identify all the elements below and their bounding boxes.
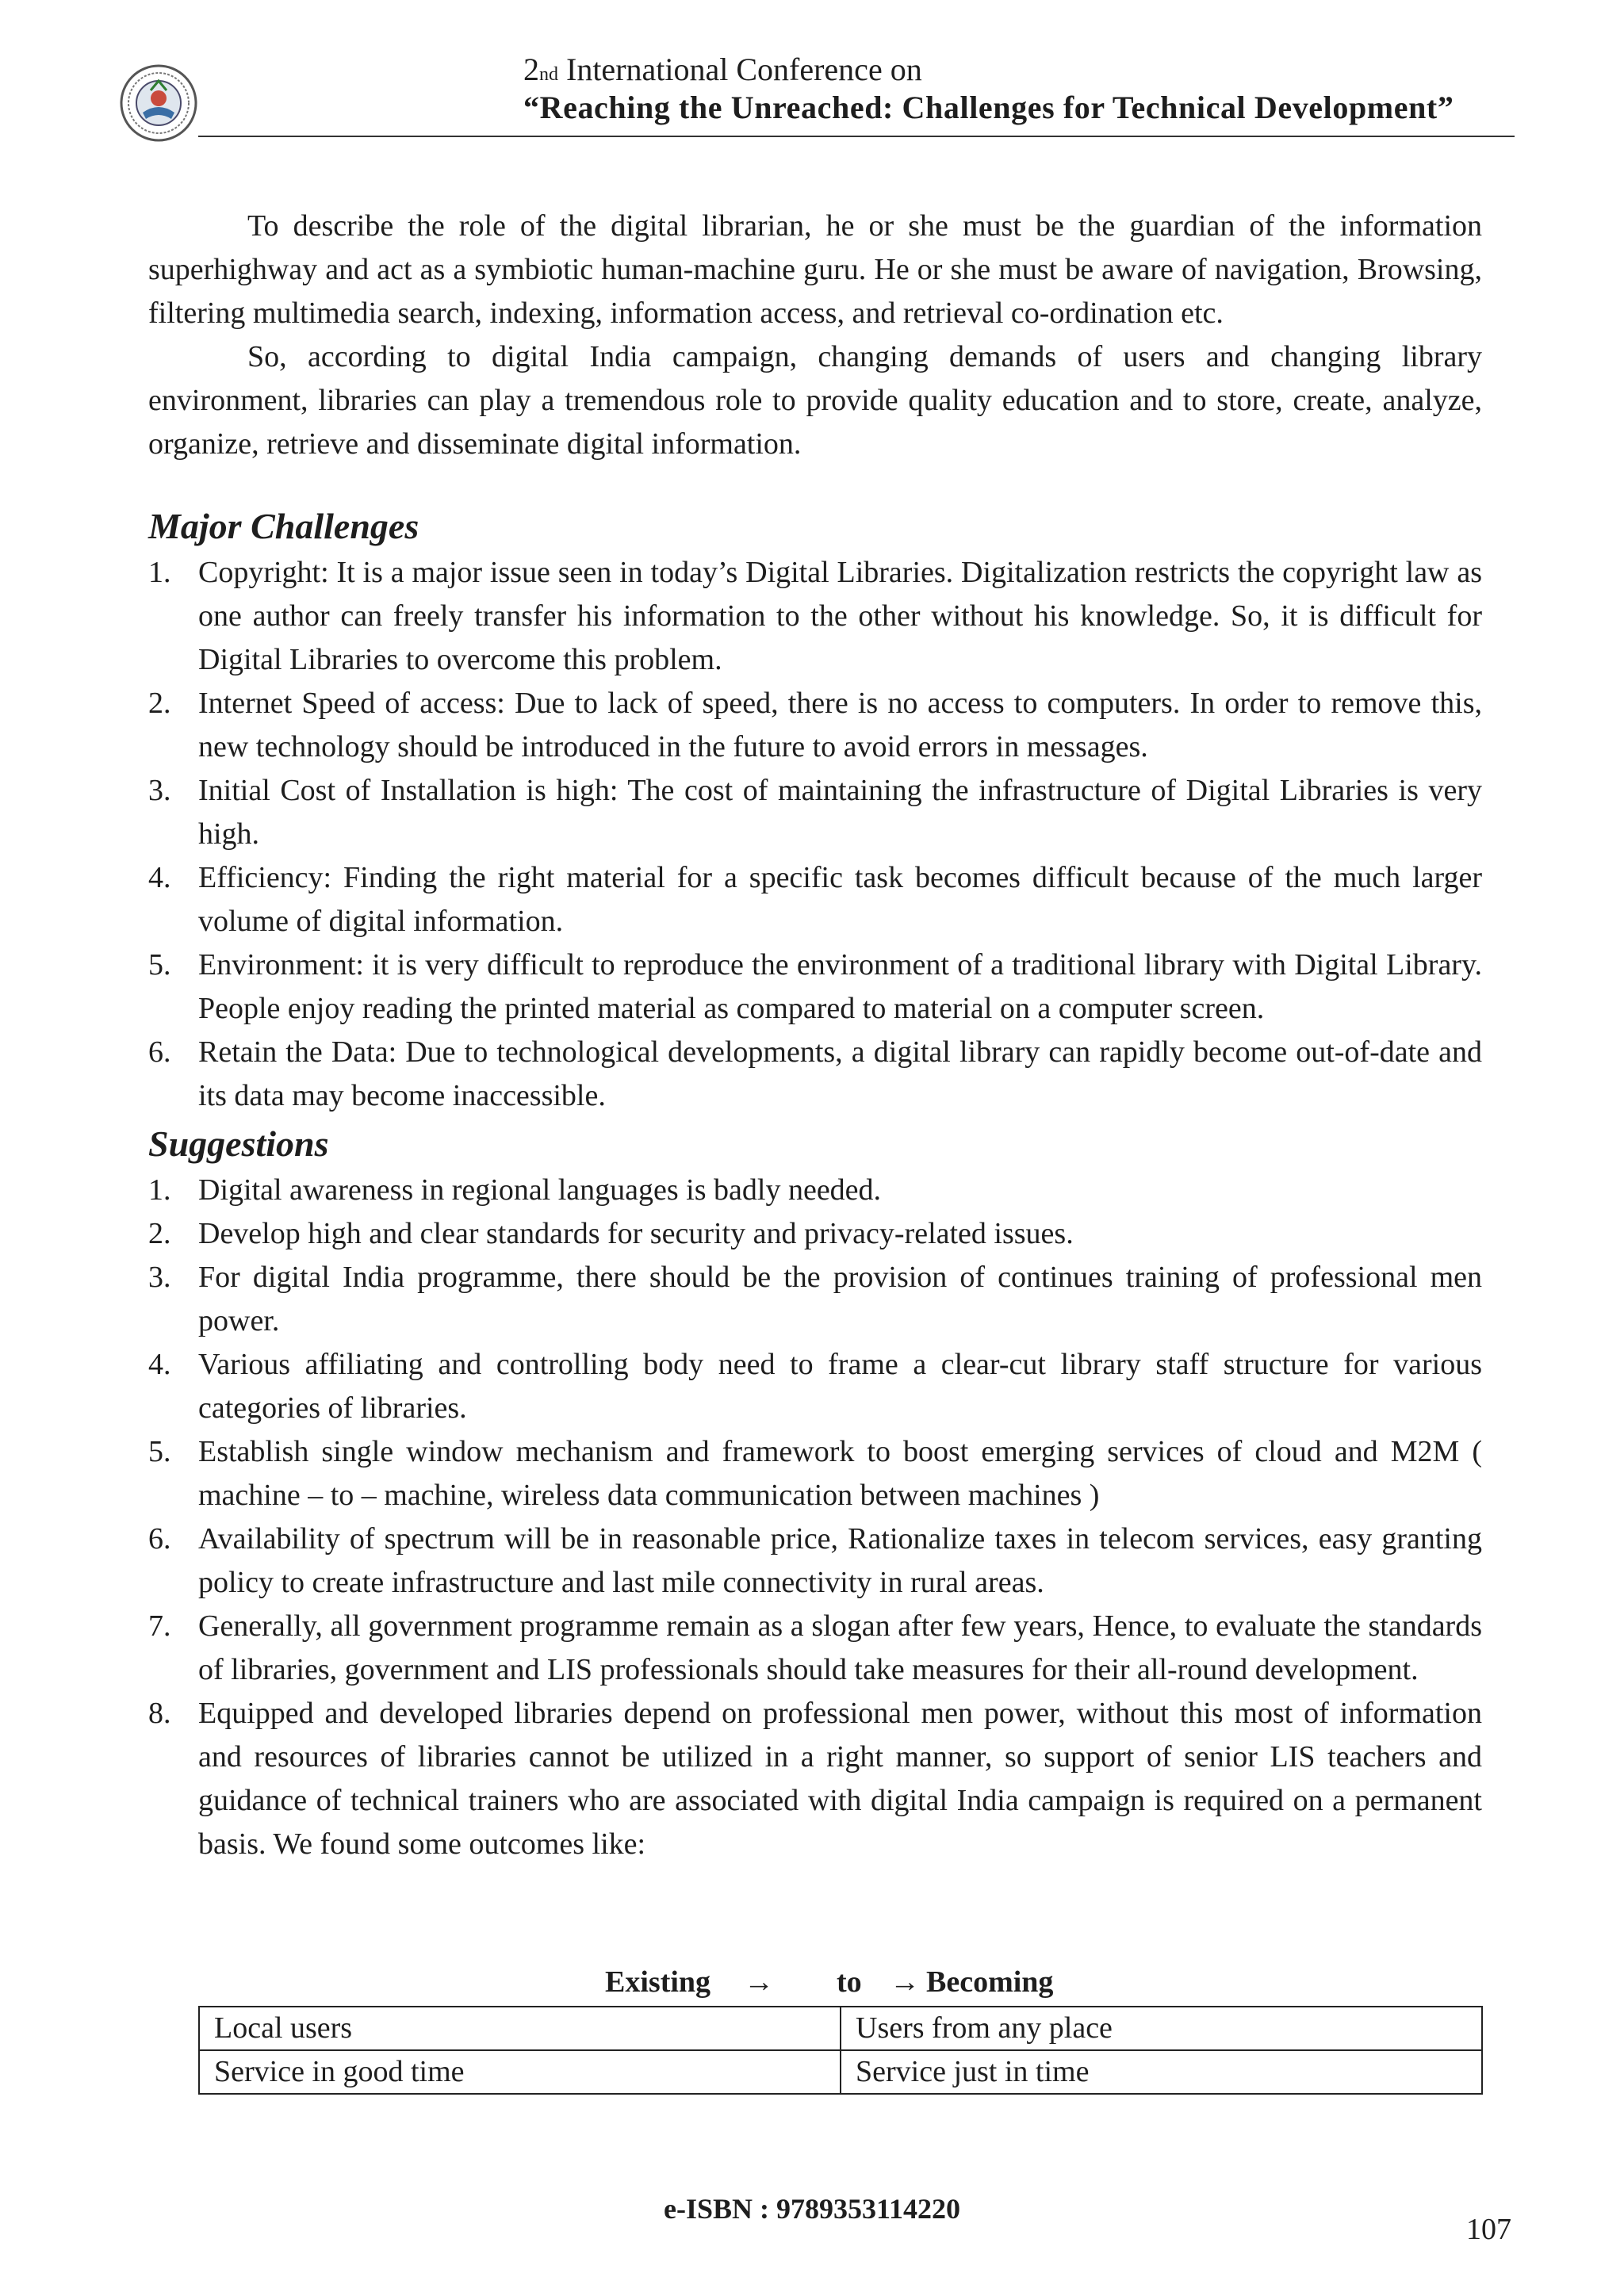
challenges-list (148, 551, 1482, 1118)
conference-logo-icon (119, 63, 198, 143)
intro-paragraph-1: To describe the role of the digital librarian, he or she must be the guardian of the information superhighway and act as a symbiotic human-machine guru. He or she must be aware of navigation, Browsing, filtering multimedia search, indexing, information access, and retrieval co-ordination etc. (148, 209, 1482, 330)
outcomes-table-block (198, 1965, 1483, 2095)
header-divider (198, 136, 1515, 137)
table-cell-becoming: Service just in time (841, 2050, 1482, 2094)
list-item: 2. Develop high and clear standards for security and privacy-related issues. (148, 1217, 1074, 1250)
outcomes-table-caption (198, 1965, 1483, 2006)
list-item: 4. Efficiency: Finding the right material for a specific task becomes difficult because of the much larger volume of digital information. (148, 861, 1482, 938)
list-item: 6. Availability of spectrum will be in reasonable price, Rationalize taxes in telecom services, easy granting policy to create infrastructure and last mile connectivity in rural areas. (148, 1522, 1482, 1599)
list-item: 3. Initial Cost of Installation is high: The cost of maintaining the infrastructure of Digital Libraries is very high. (148, 774, 1482, 851)
caption-becoming: Becoming (926, 1965, 1054, 1999)
list-item: 5. Environment: it is very difficult to reproduce the environment of a traditional library with Digital Library. People enjoy reading the printed material as compared to material on a computer screen. (148, 948, 1482, 1025)
caption-existing: Existing (605, 1965, 711, 1999)
list-item: 2. Internet Speed of access: Due to lack of speed, there is no access to computers. In order to remove this, new technology should be introduced in the future to avoid errors in messages. (148, 687, 1482, 763)
list-item: 3. For digital India programme, there should be the provision of continues training of professional men power. (148, 1261, 1482, 1337)
conference-title-line1: 2nd International Conference on (523, 52, 922, 87)
table-cell-becoming: Users from any place (841, 2007, 1482, 2050)
list-item: 6. Retain the Data: Due to technological developments, a digital library can rapidly become out-of-date and its data may become inaccessible. (148, 1035, 1482, 1112)
list-item: 5. Establish single window mechanism and framework to boost emerging services of cloud and M2M ( machine – to – machine, wireless data communication between machines ) (148, 1435, 1482, 1512)
right-arrow-icon: → (744, 1965, 774, 1999)
table-row (199, 2007, 1482, 2050)
right-arrow-icon: → (890, 1965, 920, 1999)
page-number: 107 (1466, 2213, 1511, 2246)
page-body (148, 205, 1482, 1866)
suggestions-list (148, 1169, 1482, 1866)
caption-to: to (837, 1965, 862, 1999)
conference-theme: “Reaching the Unreached: Challenges for Technical Development” (523, 90, 1454, 125)
table-cell-existing: Service in good time (199, 2050, 841, 2094)
suggestions-heading: Suggestions (148, 1123, 329, 1164)
list-item: 7. Generally, all government programme remain as a slogan after few years, Hence, to evaluate the standards of libraries, government and LIS professionals should take measures for their all-round development. (148, 1609, 1482, 1686)
page-header (119, 48, 1515, 139)
table-cell-existing: Local users (199, 2007, 841, 2050)
list-item: 4. Various affiliating and controlling body need to frame a clear-cut library staff structure for various categories of libraries. (148, 1348, 1482, 1425)
intro-paragraph-2: So, according to digital India campaign, changing demands of users and changing library environment, libraries can play a tremendous role to provide quality education and to store, create, analyze, organize, retrieve and disseminate digital information. (148, 340, 1482, 461)
list-item: 1. Copyright: It is a major issue seen in today’s Digital Libraries. Digitalization restricts the copyright law as one author can freely transfer his information to the other without his knowledge. So, it is difficult for Digital Libraries to overcome this problem. (148, 556, 1482, 676)
footer-isbn: e-ISBN : 9789353114220 (663, 2193, 960, 2225)
list-item: 1. Digital awareness in regional languages is badly needed. (148, 1173, 882, 1207)
table-row (199, 2050, 1482, 2094)
outcomes-table (198, 2006, 1483, 2095)
major-challenges-heading: Major Challenges (148, 506, 419, 546)
list-item: 8. Equipped and developed libraries depend on professional men power, without this most of information and resources of libraries cannot be utilized in a right manner, so support of senior LIS teachers and guidance of technical trainers who are associated with digital India campaign is required on a permanent basis. We found some outcomes like: (148, 1697, 1482, 1861)
